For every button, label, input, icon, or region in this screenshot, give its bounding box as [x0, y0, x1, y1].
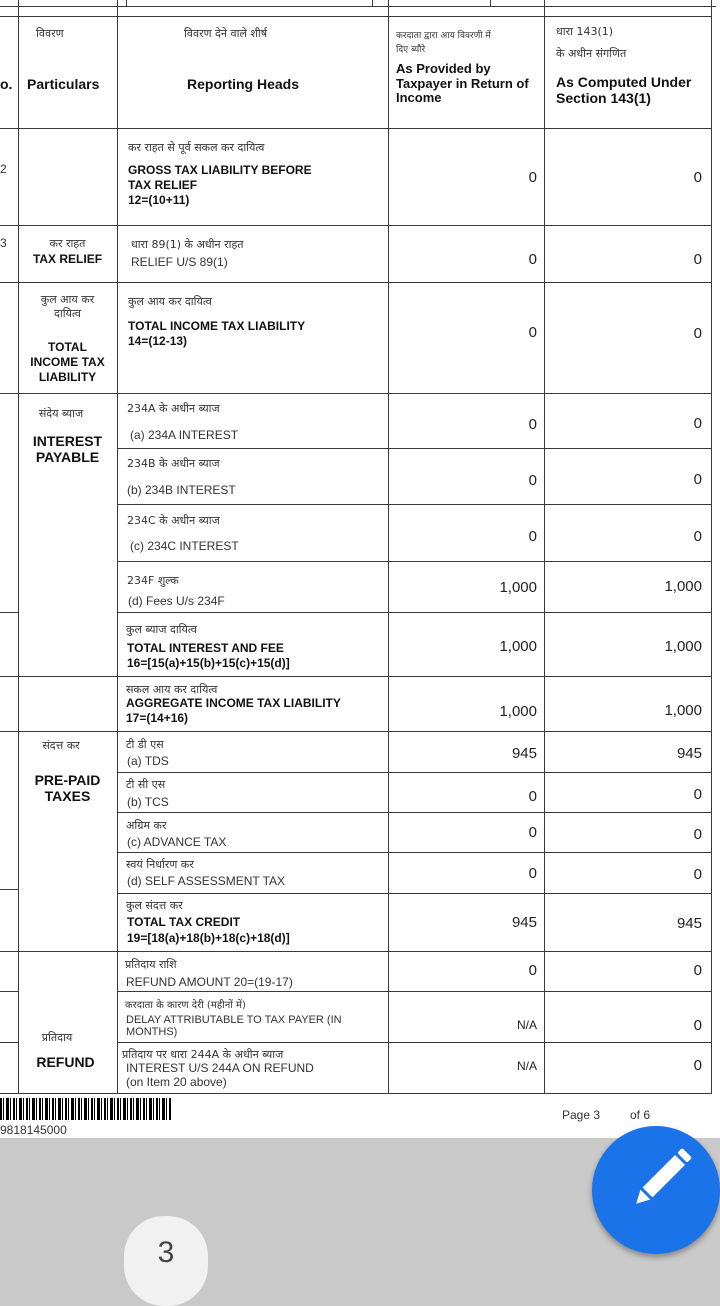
interest-d-hi: 234F शुल्क [127, 574, 179, 587]
prepaid-part-hi: संदत्त कर [42, 739, 80, 752]
edit-pencil-icon [592, 1126, 720, 1254]
total-liab-part-hi: दायित्व [54, 307, 81, 320]
row-number: 3 [0, 236, 7, 250]
interest-d-label: (d) Fees U/s 234F [128, 594, 225, 608]
reporting-header: Reporting Heads [187, 76, 300, 92]
refund-b-label: MONTHS) [126, 1026, 178, 1038]
interest-b-provided: 0 [528, 472, 537, 489]
provided-header: Income [396, 90, 442, 105]
refund-c-label: INTEREST U/S 244A ON REFUND [126, 1061, 314, 1075]
interest-a-hi: 234A के अधीन ब्याज [127, 402, 220, 415]
rule [0, 731, 712, 732]
prepaid-a-label: (a) TDS [127, 754, 169, 768]
relief-hi: धारा 89(1) के अधीन राहत [131, 238, 244, 251]
rule [117, 612, 712, 613]
gross-formula: 12=(10+11) [128, 193, 190, 207]
relief-computed: 0 [693, 251, 702, 268]
total-liab-label: TOTAL INCOME TAX LIABILITY [128, 319, 306, 333]
aggregate-computed: 1,000 [664, 702, 702, 719]
gross-provided: 0 [528, 169, 537, 186]
rule [117, 448, 712, 449]
total-liab-computed: 0 [693, 325, 702, 342]
gross-label: GROSS TAX LIABILITY BEFORE [128, 163, 312, 177]
prepaid-total-computed: 945 [676, 915, 702, 932]
rule [0, 1042, 18, 1043]
refund-a-provided: 0 [528, 962, 537, 979]
refund-c-label: (on Item 20 above) [126, 1075, 227, 1089]
total-liab-formula: 14=(12-13) [128, 334, 188, 348]
prepaid-part: TAXES [44, 788, 91, 804]
rule [117, 991, 712, 992]
total-liab-part: LIABILITY [38, 370, 97, 384]
rule [117, 812, 712, 813]
page-label: Page 3 [562, 1108, 601, 1122]
rule [0, 951, 712, 952]
refund-part: REFUND [36, 1054, 95, 1070]
rule [117, 504, 712, 505]
interest-total-formula: 16=[15(a)+15(b)+15(c)+15(d)] [127, 656, 290, 670]
interest-a-computed: 0 [693, 415, 702, 432]
prepaid-d-hi: स्वयं निर्धारण कर [126, 858, 194, 871]
interest-total-hi: कुल ब्याज दायित्व [126, 623, 197, 636]
rule [388, 0, 389, 1094]
rule [711, 0, 712, 1094]
refund-a-label: REFUND AMOUNT 20=(19-17) [126, 975, 293, 989]
rule [0, 991, 18, 992]
prepaid-a-computed: 945 [676, 745, 702, 762]
prepaid-c-computed: 0 [693, 826, 702, 843]
rule [126, 0, 127, 6]
prepaid-a-hi: टी डी एस [126, 738, 164, 751]
total-liab-part-hi: कुल आय कर [40, 293, 95, 306]
page-of-label: of 6 [630, 1108, 651, 1122]
aggregate-hi: सकल आय कर दायित्व [126, 683, 218, 696]
rule [490, 0, 491, 6]
aggregate-provided: 1,000 [499, 703, 537, 720]
rule [18, 0, 19, 1094]
interest-part-hi: संदेय ब्याज [38, 407, 84, 420]
page-indicator[interactable] [124, 1216, 208, 1306]
rule [0, 1093, 712, 1094]
provided-header: As Provided by [396, 61, 491, 76]
rule [372, 0, 373, 6]
rule [117, 852, 712, 853]
sno-header: o. [0, 76, 13, 92]
interest-c-hi: 234C के अधीन ब्याज [127, 514, 220, 527]
aggregate-label: AGGREGATE INCOME TAX LIABILITY [126, 696, 341, 710]
refund-b-provided: N/A [516, 1018, 537, 1032]
page-indicator-number: 3 [157, 1236, 175, 1269]
barcode-number: 9818145000 [0, 1123, 67, 1137]
rule [117, 561, 712, 562]
refund-c-computed: 0 [693, 1057, 702, 1074]
prepaid-c-provided: 0 [528, 824, 537, 841]
interest-c-provided: 0 [528, 528, 537, 545]
rule [117, 893, 712, 894]
rule [0, 612, 18, 613]
prepaid-total-hi: कुल संदत्त कर [126, 899, 183, 912]
interest-a-label: (a) 234A INTEREST [130, 428, 239, 442]
refund-a-computed: 0 [693, 962, 702, 979]
total-liab-part: TOTAL [48, 340, 87, 354]
interest-b-computed: 0 [693, 471, 702, 488]
particulars-header-hi: विवरण [36, 27, 64, 40]
rule [117, 0, 118, 1094]
rule [117, 1042, 712, 1043]
rule [0, 676, 712, 677]
relief-part: TAX RELIEF [32, 252, 103, 266]
rule [0, 6, 716, 7]
interest-d-computed: 1,000 [664, 578, 702, 595]
computed-header-hi: के अधीन संगणित [556, 47, 627, 60]
interest-total-computed: 1,000 [664, 638, 702, 655]
interest-part: INTEREST [32, 433, 103, 449]
row-number: 2 [0, 162, 7, 176]
rule [0, 393, 712, 394]
rule [0, 889, 18, 890]
refund-a-hi: प्रतिदाय राशि [125, 958, 177, 971]
interest-d-provided: 1,000 [499, 579, 537, 596]
barcode-image [0, 1098, 172, 1120]
edit-fab-button[interactable] [592, 1126, 720, 1254]
interest-c-label: (c) 234C INTEREST [130, 539, 239, 553]
aggregate-formula: 17=(14+16) [126, 711, 189, 725]
prepaid-part: PRE-PAID [34, 772, 101, 788]
gross-label: TAX RELIEF [128, 178, 198, 192]
provided-header-hi: करदाता द्वारा आय विवरणी में [396, 31, 491, 41]
rule [544, 0, 545, 1094]
total-liab-part: INCOME TAX [30, 355, 105, 369]
interest-total-provided: 1,000 [499, 638, 537, 655]
refund-b-computed: 0 [693, 1017, 702, 1034]
rule [0, 282, 712, 283]
prepaid-total-formula: 19=[18(a)+18(b)+18(c)+18(d)] [127, 931, 290, 945]
relief-provided: 0 [528, 251, 537, 268]
rule [0, 128, 712, 129]
refund-c-hi: प्रतिदाय पर धारा 244A के अधीन ब्याज [122, 1048, 284, 1061]
prepaid-b-computed: 0 [693, 786, 702, 803]
prepaid-c-label: (c) ADVANCE TAX [127, 835, 227, 849]
computed-header-hi: धारा 143(1) [556, 25, 614, 38]
rule [0, 16, 712, 17]
interest-total-label: TOTAL INTEREST AND FEE [127, 641, 284, 655]
computed-header: As Computed Under [556, 74, 692, 90]
prepaid-d-label: (d) SELF ASSESSMENT TAX [127, 874, 286, 888]
provided-header: Taxpayer in Return of [396, 76, 529, 91]
prepaid-b-provided: 0 [528, 788, 537, 805]
interest-part: PAYABLE [35, 449, 100, 465]
refund-c-provided: N/A [516, 1059, 537, 1073]
provided-header-hi: दिए ब्यौरे [396, 45, 426, 55]
relief-part-hi: कर राहत [49, 237, 86, 250]
interest-c-computed: 0 [693, 528, 702, 545]
refund-b-hi: करदाता के कारण देरी (महीनों में) [125, 1000, 246, 1011]
prepaid-d-computed: 0 [693, 866, 702, 883]
interest-b-hi: 234B के अधीन ब्याज [127, 457, 220, 470]
refund-part-hi: प्रतिदाय [41, 1031, 73, 1044]
prepaid-d-provided: 0 [528, 865, 537, 882]
relief-label: RELIEF U/S 89(1) [131, 255, 228, 269]
refund-b-label: DELAY ATTRIBUTABLE TO TAX PAYER (IN [126, 1014, 342, 1026]
total-liab-provided: 0 [528, 324, 537, 341]
rule [117, 772, 712, 773]
prepaid-total-label: TOTAL TAX CREDIT [127, 915, 241, 929]
prepaid-c-hi: अग्रिम कर [126, 819, 167, 832]
prepaid-b-hi: टी सी एस [126, 778, 166, 791]
prepaid-a-provided: 945 [511, 745, 537, 762]
interest-b-label: (b) 234B INTEREST [127, 483, 236, 497]
total-liab-hi: कुल आय कर दायित्व [128, 295, 212, 308]
particulars-header: Particulars [27, 76, 100, 92]
gross-hi: कर राहत से पूर्व सकल कर दायित्व [128, 141, 265, 154]
interest-a-provided: 0 [528, 416, 537, 433]
rule [0, 225, 712, 226]
prepaid-total-provided: 945 [511, 914, 537, 931]
prepaid-b-label: (b) TCS [127, 795, 169, 809]
computed-header: Section 143(1) [556, 90, 651, 106]
gross-computed: 0 [693, 169, 702, 186]
reporting-header-hi: विवरण देने वाले शीर्ष [184, 27, 268, 40]
